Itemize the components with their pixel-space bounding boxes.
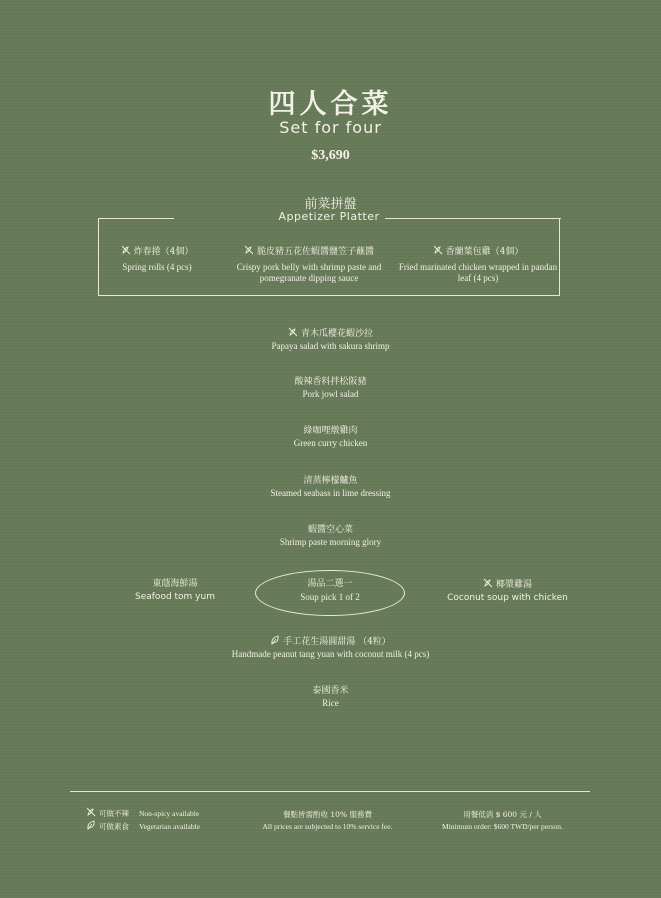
appetizer-item [228,245,390,284]
dish-zh: 酸辣香料拌松阪豬 [294,377,367,387]
non-spicy-icon [433,245,443,255]
dish-en: Pork jowl salad [302,389,359,399]
appetizer-item [77,245,237,273]
vegetarian-leaf-icon [86,820,96,830]
appetizer-item-en: Spring rolls (4 pcs) [122,262,192,272]
appetizer-item-zh: 炸春捲（4個） [133,247,194,257]
legend-row [86,807,200,820]
dish-zh: 清蒸檸檬鱸魚 [303,476,358,486]
legend-zh: 可做不辣 [99,809,129,818]
appetizer-item-zh: 脆皮豬五花佐蝦醬鹽笠子蘸醬 [256,247,374,257]
menu-title-english: Set for four [279,118,382,137]
dessert-en: Handmade peanut tang yuan with coconut milk (4 pcs) [231,649,430,659]
soup-choice-en: Soup pick 1 of 2 [300,592,360,602]
non-spicy-icon [288,327,298,337]
soup-option-zh: 東蔭海鮮湯 [152,579,198,589]
soup-option-right [420,578,595,605]
dish-en: Papaya salad with sakura shrimp [271,341,390,351]
soup-option-en: Seafood tom yum [135,592,215,602]
dish-item [0,475,661,499]
dish-en: Shrimp paste morning glory [279,537,382,547]
dish-item [0,327,661,352]
rice-en: Rice [322,698,339,708]
dish-en: Green curry chicken [293,438,368,448]
soup-option-left [110,578,240,604]
dish-zh: 綠咖哩燉雞肉 [303,426,358,436]
rice-item [0,685,661,709]
service-fee-en: All prices are subjected to 10% service fee. [262,822,393,831]
vegetarian-leaf-icon [270,635,280,645]
appetizer-item-en: Fried marinated chicken wrapped in pandan leaf (4 pcs) [398,262,558,283]
minimum-order-en: Minimum order: $600 TWD/per person. [442,822,563,831]
dessert-item [0,635,661,660]
appetizer-item-en: Crispy pork belly with shrimp paste and pomegranate dipping sauce [236,262,382,283]
soup-option-en: Coconut soup with chicken [447,593,568,603]
appetizer-title-chinese: 前菜拼盤 [304,197,357,212]
service-fee-zh: 餐點皆需酌收 10% 服務費 [283,810,372,819]
dessert-zh: 手工花生湯圓甜湯 （4粒） [283,637,391,647]
legend-zh: 可做素食 [99,822,129,831]
set-price: $3,690 [311,148,350,163]
minimum-order-note [425,809,580,833]
soup-choice-label [255,578,405,604]
dish-item [0,425,661,449]
service-fee-note [245,809,410,833]
icon-legend [86,807,200,833]
appetizer-item-zh: 香蘭葉包雞（4個） [445,247,524,257]
dish-zh: 蝦醬空心菜 [307,525,353,535]
non-spicy-icon [121,245,131,255]
soup-option-zh: 椰漿雞湯 [495,580,532,590]
non-spicy-icon [86,807,96,817]
appetizer-title-english: Appetizer Platter [278,210,380,223]
appetizer-title-wrap [98,210,560,226]
dish-item [0,376,661,400]
menu-title-chinese: 四人合菜 [268,89,393,120]
non-spicy-icon [244,245,254,255]
dish-en: Steamed seabass in lime dressing [270,488,391,498]
dish-zh: 青木瓜櫻花蝦沙拉 [300,329,373,339]
non-spicy-icon [483,578,493,588]
footer-divider [70,791,590,792]
legend-en: Non-spicy available [139,809,200,818]
legend-en: Vegetarian available [139,822,201,831]
rice-zh: 泰國香米 [312,686,349,696]
minimum-order-zh: 用餐低消 $ 600 元 / 人 [463,810,542,819]
legend-row [86,820,200,833]
dish-item [0,524,661,548]
appetizer-item [398,245,558,284]
soup-choice-zh: 湯品二選一 [307,579,353,589]
